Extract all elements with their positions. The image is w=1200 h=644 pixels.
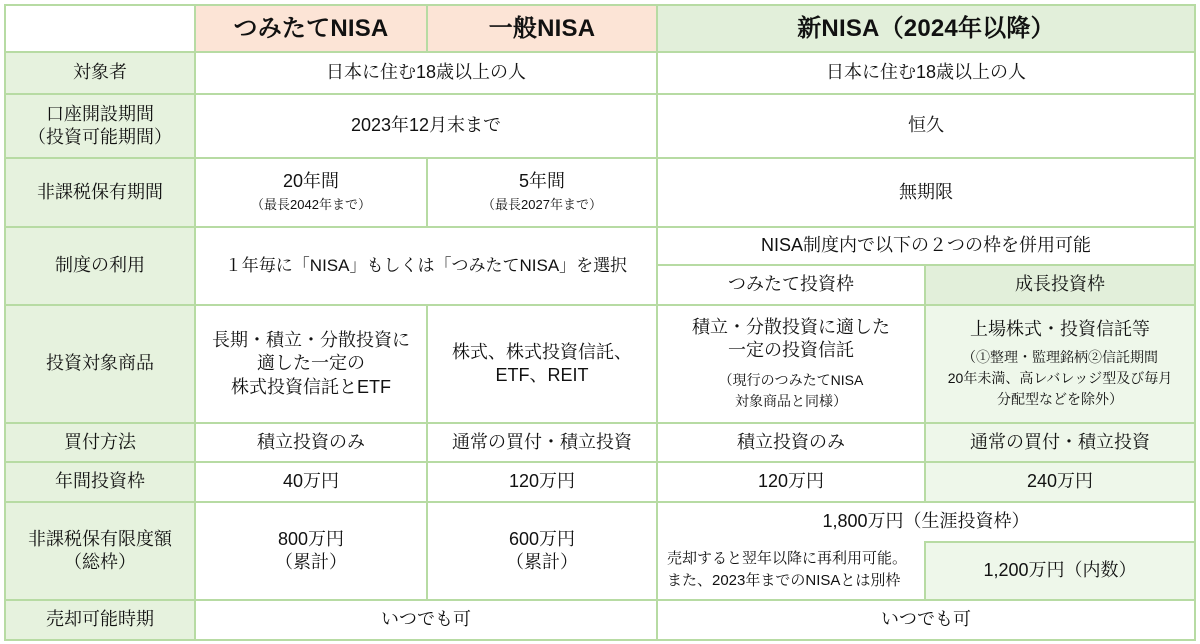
header-tsumitate-nisa-label: つみたてNISA	[233, 14, 389, 42]
cell-purchase-method-ippan	[428, 424, 658, 463]
cell-text: 日本に住む18歳以上の人	[825, 62, 1027, 83]
row-label-text: 非課税保有期間	[37, 181, 163, 202]
corner-cell	[6, 6, 196, 53]
cell-text: 120万円	[757, 471, 825, 492]
row-label-account-period	[6, 95, 196, 159]
cell-text: 通常の買付・積立投資	[452, 431, 632, 452]
subheader-growth-frame	[926, 266, 1196, 306]
cell-eligible-products-ippan	[428, 306, 658, 424]
cell-note-block	[948, 347, 1172, 410]
cell-annual-limit-tsumitate	[196, 463, 428, 503]
cell-note-block	[719, 370, 864, 412]
row-label-text: （投資可能期間）	[28, 127, 172, 147]
cell-total-limit-tsumitate	[196, 503, 428, 601]
cell-annual-limit-ippan	[428, 463, 658, 503]
cell-note: 対象商品と同様）	[735, 393, 847, 410]
cell-text: 積立投資のみ	[737, 431, 845, 452]
cell-annual-limit-new-growth	[926, 463, 1196, 503]
cell-text: 通常の買付・積立投資	[970, 431, 1150, 452]
cell-total-limit-new-note	[658, 541, 926, 601]
cell-text: 120万円	[508, 471, 576, 492]
row-label-text: 対象者	[73, 62, 127, 83]
cell-eligible-products-new-growth	[926, 306, 1196, 424]
row-label-tax-free-period	[6, 159, 196, 228]
cell-sale-timing-old	[196, 601, 658, 641]
cell-note: （最長2027年まで）	[482, 197, 602, 213]
cell-eligible-old	[196, 53, 658, 95]
cell-total-limit-ippan	[428, 503, 658, 601]
cell-purchase-method-new-growth	[926, 424, 1196, 463]
cell-text: （累計）	[275, 552, 347, 572]
cell-note: （①整理・監理銘柄②信託期間	[961, 348, 1158, 365]
row-label-text: 年間投資枠	[55, 471, 145, 492]
cell-eligible-new	[658, 53, 1196, 95]
cell-text: 1,800万円（生涯投資枠）	[822, 511, 1030, 532]
cell-purchase-method-new-tsumitate	[658, 424, 926, 463]
row-label-system-use	[6, 228, 196, 306]
cell-note: 売却すると翌年以降に再利用可能。	[667, 550, 908, 568]
cell-note: （現行のつみたてNISA	[718, 372, 864, 389]
cell-text: 株式投資信託とETF	[231, 376, 391, 397]
cell-text: 5年間	[518, 171, 565, 192]
row-label-text: 非課税保有限度額	[28, 528, 172, 549]
cell-text: 積立投資のみ	[257, 431, 365, 452]
cell-text: 長期・積立・分散投資に	[212, 329, 410, 350]
row-label-total-limit	[6, 503, 196, 601]
header-new-nisa-label: 新NISA（2024年以降）	[797, 14, 1055, 42]
subheader-text: 成長投資枠	[1015, 274, 1105, 295]
cell-text: 600万円	[508, 528, 576, 549]
row-label-text: 口座開設期間	[46, 103, 154, 124]
cell-text: 40万円	[282, 471, 340, 492]
cell-text: NISA制度内で以下の２つの枠を併用可能	[760, 235, 1091, 256]
cell-account-period-new	[658, 95, 1196, 159]
row-label-text: 買付方法	[64, 431, 136, 452]
cell-sale-timing-new	[658, 601, 1196, 641]
cell-tax-free-period-tsumitate	[196, 159, 428, 228]
row-label-text: 売却可能時期	[46, 609, 154, 630]
row-label-sale-timing	[6, 601, 196, 641]
cell-system-use-old	[196, 228, 658, 306]
cell-annual-limit-new-tsumitate	[658, 463, 926, 503]
cell-text: 一定の投資信託	[728, 340, 854, 360]
cell-text: いつでも可	[881, 609, 971, 630]
cell-note: （最長2042年まで）	[251, 197, 371, 213]
cell-text: 恒久	[908, 115, 944, 136]
row-label-eligible-products	[6, 306, 196, 424]
header-new-nisa	[658, 6, 1196, 53]
cell-text: １年毎に「NISA」もしくは「つみたてNISA」を選択	[224, 255, 628, 275]
cell-text: 2023年12月末まで	[350, 115, 502, 136]
cell-note: また、2023年までのNISAとは別枠	[667, 572, 901, 589]
cell-text: 日本に住む18歳以上の人	[325, 62, 527, 83]
row-label-text: 制度の利用	[55, 255, 145, 276]
cell-total-limit-new	[658, 503, 1196, 541]
nisa-comparison-table	[4, 4, 1196, 641]
subheader-text: つみたて投資枠	[728, 274, 854, 295]
header-tsumitate-nisa	[196, 6, 428, 53]
header-ippan-nisa	[428, 6, 658, 53]
cell-text: 240万円	[1026, 471, 1094, 492]
cell-eligible-products-new-tsumitate	[658, 306, 926, 424]
cell-text: 800万円	[277, 528, 345, 549]
cell-system-use-new	[658, 228, 1196, 266]
cell-text: 上場株式・投資信託等	[970, 319, 1150, 340]
cell-text: 積立・分散投資に適した	[692, 316, 890, 337]
cell-text: 1,200万円（内数）	[983, 560, 1137, 581]
cell-tax-free-period-new	[658, 159, 1196, 228]
row-label-eligible	[6, 53, 196, 95]
cell-eligible-products-tsumitate	[196, 306, 428, 424]
cell-tax-free-period-ippan	[428, 159, 658, 228]
cell-total-limit-new-growth	[926, 541, 1196, 601]
cell-text: 適した一定の	[257, 353, 365, 374]
row-label-annual-limit	[6, 463, 196, 503]
cell-text: 20年間	[282, 171, 340, 192]
header-ippan-nisa-label: 一般NISA	[488, 14, 596, 42]
cell-purchase-method-tsumitate	[196, 424, 428, 463]
cell-note: 分配型などを除外）	[996, 390, 1123, 407]
subheader-tsumitate-frame	[658, 266, 926, 306]
cell-note: 20年未満、高レバレッジ型及び毎月	[947, 369, 1173, 386]
cell-text: 株式、株式投資信託、	[452, 341, 632, 362]
cell-text: （累計）	[506, 552, 578, 572]
row-label-text: 投資対象商品	[46, 353, 154, 374]
cell-text: いつでも可	[381, 609, 471, 630]
cell-account-period-old	[196, 95, 658, 159]
row-label-text: （総枠）	[64, 552, 136, 572]
row-label-purchase-method	[6, 424, 196, 463]
cell-text: ETF、REIT	[495, 365, 589, 385]
cell-text: 無期限	[899, 181, 953, 202]
